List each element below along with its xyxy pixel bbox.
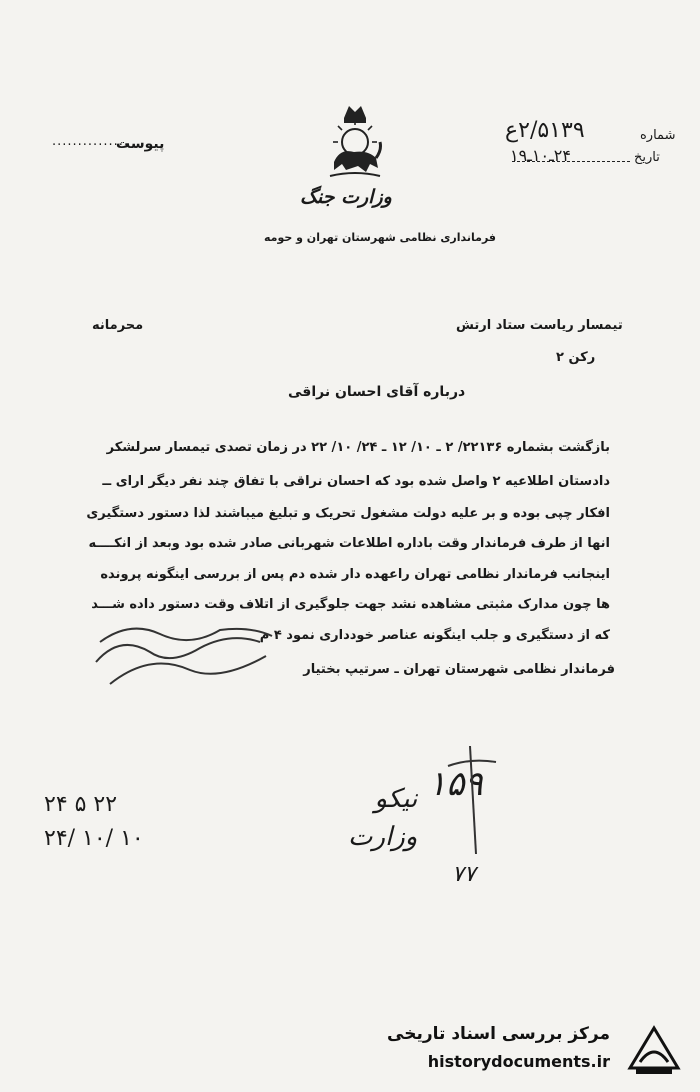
body-line: افکار چپی بوده و بر علیه دولت مشغول تحریک و تبلیغ میباشند لذا دستور دستگیری [86,506,610,521]
section-line: رکن ۲ [556,350,596,365]
recipient-line: تیمسار ریاست ستاد ارتش [456,318,623,333]
attachment-label: پیوست [116,136,165,152]
pen-stroke [440,742,500,862]
subject-line: درباره آقای احسان نراقی [288,384,466,400]
body-line: اینجانب فرماندار نظامی تهران راعهده دار شده دم پس از بررسی اینگونه پرونده [100,567,610,582]
archive-logo-icon [624,1022,684,1080]
classification-mark: محرمانه [92,318,144,333]
watermark-url: historydocuments.ir [427,1052,610,1071]
number-label: شماره [640,128,676,143]
lion-and-sun-emblem [322,100,388,180]
attachment-dots: ............... [52,134,129,149]
handwritten-note-line: نیکو [374,784,418,814]
ministry-title: وزارت جنگ [300,186,392,208]
date-underline [512,161,630,162]
handwritten-signature [90,612,280,696]
handwritten-note-c: ۷۷ [452,862,476,887]
body-line: دادستان اطلاعیه ۲ واصل شده بود که احسان نراقی با تفاق چند نفر دیگر ارای ــ [102,474,610,489]
body-line: بازگشت بشماره ۲۲۱۳۶/ ۲ ـ ۱۰/ ۱۲ ـ ۲۴/ ۱۰/ ۲۲ در زمان تصدی تیمسار سرلشکر [106,440,610,455]
handwritten-note-line: وزارت [348,822,418,852]
handwritten-note-b: ۱۵۹ [428,764,483,804]
date-value: ۲۴ـ۱۰ـ۱۹ [510,146,571,165]
body-line: انها از طرف فرماندار وقت باداره اطلاعات شهربانی صادر شده بود وبعد از انکــــه [88,536,610,551]
signature-line: فرماندار نظامی شهرستان تهران ـ سرتیپ بختیار [303,662,615,677]
margin-note-line: ۲۴ ۵ ۲۲ [44,792,118,817]
margin-note-line: ۲۴/ ۱۰/ ۱۰ [44,826,144,851]
margin-note-left [44,788,144,856]
number-value: ۲/۵۱۳۹ع [505,118,585,143]
watermark [387,1020,692,1082]
handwritten-note-a [348,780,417,856]
body-line: ها چون مدارک مثبتی مشاهده نشد جهت جلوگیری از اتلاف وقت دستور داده شـــد [91,597,610,612]
date-label: تاریخ [634,150,660,165]
command-subtitle: فرمانداری نظامی شهرستان تهران و حومه [264,231,497,244]
body-line: که از دستگیری و جلب اینگونه عناصر خودداری نمود ۴ م [259,628,610,643]
watermark-title: مرکز بررسی اسناد تاریخی [387,1024,610,1044]
